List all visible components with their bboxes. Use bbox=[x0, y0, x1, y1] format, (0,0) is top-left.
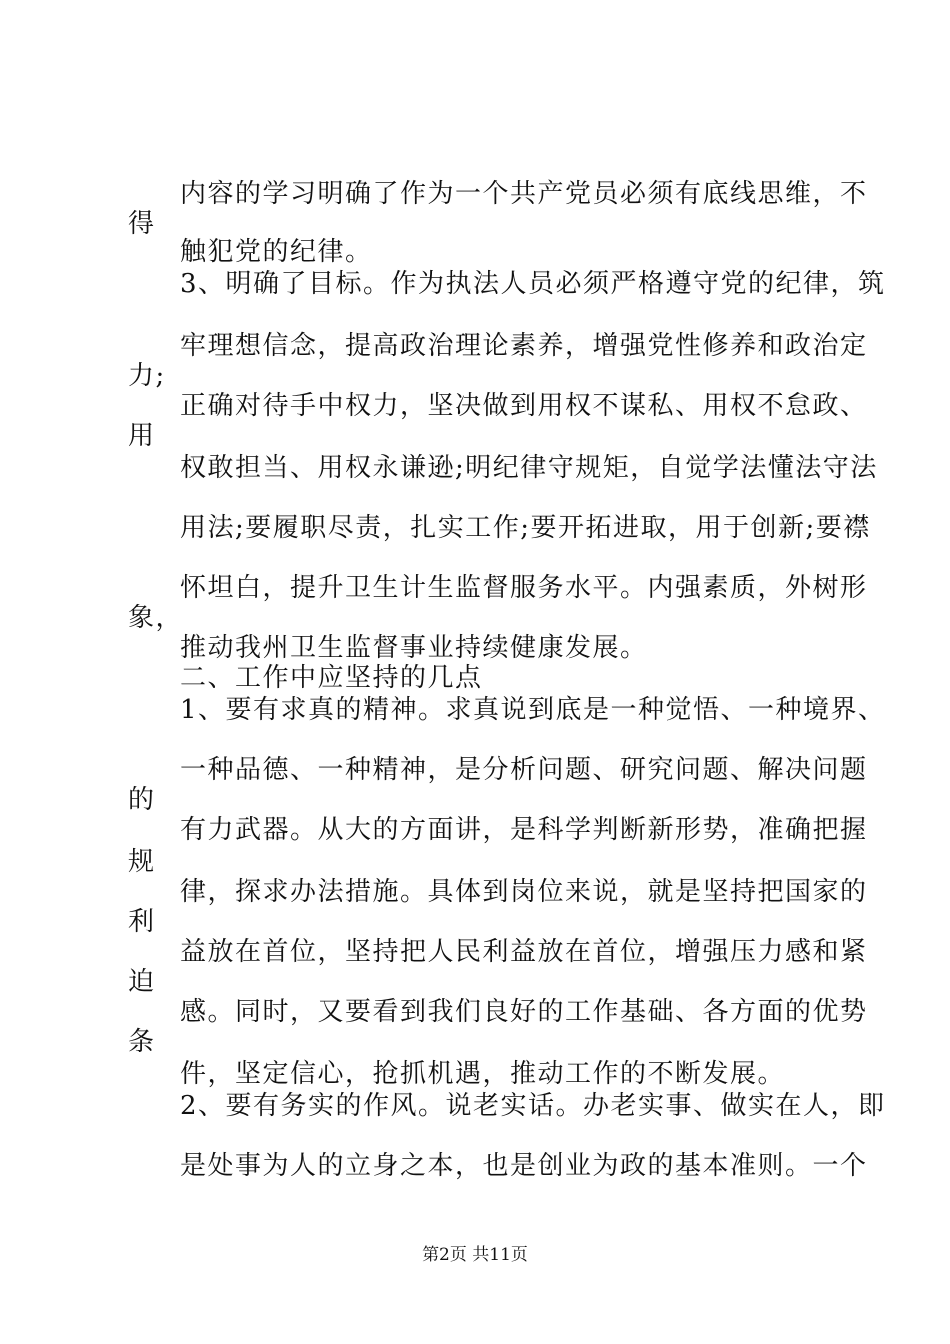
text-line: 触犯党的纪律。 bbox=[180, 237, 373, 267]
text-line-wrap: 迫 bbox=[128, 967, 156, 997]
text-line: 权敢担当、用权永谦逊;明纪律守规矩，自觉学法懂法守法 bbox=[180, 453, 878, 483]
section-heading: 二、工作中应坚持的几点 bbox=[180, 663, 483, 693]
text-line: 用法;要履职尽责，扎实工作;要开拓进取，用于创新;要襟 bbox=[180, 513, 871, 543]
text-line: 推动我州卫生监督事业持续健康发展。 bbox=[180, 633, 648, 663]
page-number-footer: 第2页 共11页 bbox=[422, 1245, 528, 1265]
text-line: 一种品德、一种精神，是分析问题、研究问题、解决问题 bbox=[180, 755, 868, 785]
text-line: 牢理想信念，提高政治理论素养，增强党性修养和政治定 bbox=[180, 331, 868, 361]
text-line-wrap: 规 bbox=[128, 847, 156, 877]
text-line: 感。同时，又要看到我们良好的工作基础、各方面的优势 bbox=[180, 997, 868, 1027]
text-line: 律，探求办法措施。具体到岗位来说，就是坚持把国家的 bbox=[180, 877, 868, 907]
text-line: 益放在首位，坚持把人民利益放在首位，增强压力感和紧 bbox=[180, 937, 868, 967]
text-line-wrap: 条 bbox=[128, 1027, 156, 1057]
text-line: 3、明确了目标。作为执法人员必须严格遵守党的纪律，筑 bbox=[180, 269, 886, 299]
text-line-wrap: 象， bbox=[128, 603, 184, 633]
text-line-wrap: 力; bbox=[128, 361, 166, 391]
text-line: 2、要有务实的作风。说老实话。办老实事、做实在人，即 bbox=[180, 1091, 886, 1121]
text-line-wrap: 用 bbox=[128, 421, 156, 451]
text-line-wrap: 利 bbox=[128, 907, 156, 937]
text-line: 有力武器。从大的方面讲，是科学判断新形势，准确把握 bbox=[180, 815, 868, 845]
text-line: 件，坚定信心，抢抓机遇，推动工作的不断发展。 bbox=[180, 1059, 786, 1089]
text-line: 1、要有求真的精神。求真说到底是一种觉悟、一种境界、 bbox=[180, 695, 886, 725]
text-line-wrap: 的 bbox=[128, 785, 156, 815]
text-line: 内容的学习明确了作为一个共产党员必须有底线思维，不 bbox=[180, 179, 868, 209]
text-line: 正确对待手中权力，坚决做到用权不谋私、用权不怠政、 bbox=[180, 391, 868, 421]
text-line-wrap: 得 bbox=[128, 209, 156, 239]
text-line: 是处事为人的立身之本，也是创业为政的基本准则。一个 bbox=[180, 1151, 868, 1181]
text-line: 怀坦白，提升卫生计生监督服务水平。内强素质，外树形 bbox=[180, 573, 868, 603]
